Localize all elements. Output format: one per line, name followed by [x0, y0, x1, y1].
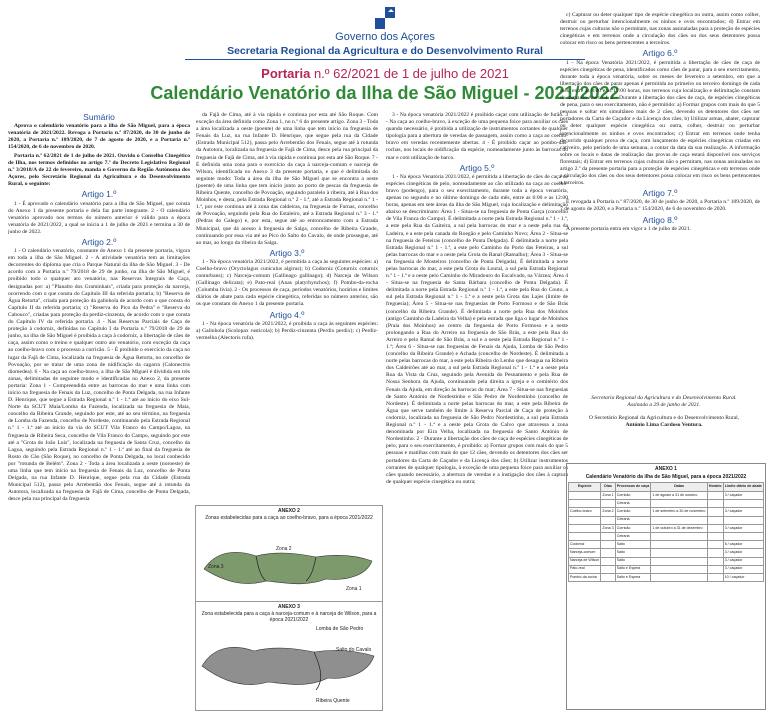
table-cell — [601, 557, 615, 565]
article-4-heading: Artigo 4.º — [269, 309, 305, 320]
th-processos: Processos de caça — [615, 483, 651, 492]
th-limite: Limite diário de abate — [723, 483, 763, 492]
article-2-heading: Artigo 2.º — [81, 237, 117, 247]
article-2-continued: da Fajã de Cima, até à via rápida e continua por esta até São Roque. Com exceção da área definida como Zona 1, no n.º 6 do presente artigo. Zona 3 - Toda a área localizada a oeste (poente) de uma linha que tem início na freguesia de Fenais da Luz, na rua Infante D. Henrique, que segue pela rua da Cidade (Estrada Municipal 512), passa pelo Arrebentão dos Fenais, segue até à rotunda da Autotora, localizada na freguesia de Fajã de Cima, desce pela rua principal da freguesia de Fajã de Cima, até à via rápida e continua por esta até São Roque. 7 - É definida uma zona para o exercício da caça à narceja-comum e narceja de Wilson, identificada no Anexo 3 da presente portaria, e que é delimitada do seguinte modo: Toda a área da ilha de São Miguel que se encontra a oeste (poente) de uma linha que tem início junto ao porto de pescas da freguesia de Ribeira Quente, concelho de Povoação, seguindo paralelo à ribeira, até à Rua dos Moinhos, e desta, pela Estrada Regional n.º 2 - 1.ª, até a Estrada Regional n.º 1 - 1.ª, por este continua até à zona das caldeiras, na freguesia de Furnas, concelho de Povoação, seguindo pela Rua do Estaleiro, até a Estrada Regional n.º 3 - 1.ª (Pedras do Galego) e, por esta, segue até ao entroncamento com a Estrada Municipal, que dá acesso à freguesia de Salga, concelho de Ribeira Grande, continuando por essa via até ao Pico do Salto do Cavalo, de onde prossegue, até ao mar, ao longo da ribeira da Salga. — [196, 112, 378, 246]
article-8-text: A presente portaria entra em vigor a 1 de julho de 2021. — [566, 225, 691, 232]
table-row — [569, 500, 764, 508]
map-2-label-ribeira: Ribeira Quente — [316, 698, 350, 704]
table-cell: Narceja-comum — [569, 549, 601, 557]
table-row — [569, 492, 764, 500]
table-row — [569, 573, 764, 581]
column-4 — [560, 12, 760, 392]
table-cell — [707, 541, 723, 549]
table-cell: 3 / caçador — [723, 524, 763, 532]
map-2-label-lomba: Lomba de São Pedro — [316, 626, 364, 632]
table-cell: Cetraria — [615, 516, 651, 524]
table-row — [569, 557, 764, 565]
sign-line-2: Assinada a 29 de junho de 2021. — [627, 402, 701, 409]
table-cell — [651, 516, 707, 524]
article-1-text: 1 - É aprovado o calendário venatório para a ilha de São Miguel, que consta do Anexo 1 da presente portaria e dela faz parte integrante. 2 - O calendário venatório aprovado nos termos do número anterior é válido para a época venatória de 2021/2022, a qual se inicia a 1 de julho de 2021 e termina a 30 de junho de 2022. — [8, 200, 190, 235]
signature-block — [566, 395, 762, 429]
portaria-number: n.º 62/2021 de 1 de julho de 2021 — [313, 66, 509, 81]
table-cell — [651, 532, 707, 540]
table-cell — [651, 557, 707, 565]
table-cell — [569, 524, 601, 532]
table-cell: Cetraria — [615, 532, 651, 540]
table-cell — [707, 508, 723, 516]
table-cell — [601, 541, 615, 549]
article-5-text: 1 - Na época Venatória 2021/2022, é permitida a libertação de cães de caça de espécies cinegéticas de pelo, nomeadamente ao cão utilizado na caça ao coelho-bravo (podengo), para o seu exercitamento, durante toda a época venatória, apenas no segundo e no último domingo de cada mês, entre as 6:00 e as 12:00 horas, apenas em sete áreas da ilha de São Miguel, cuja localização e delimitação abaixo se descriminam: Área 1 - Situa-se na freguesia de Ponta Garça (concelho de Vila Franca do Campo). É delimitada a norte pela Estrada Regional n.º 1 - 1.ª, a este pela Rua da Gaiteira, a sul pela barrocas do mar e a oeste pela rua da Ladeira, e a este pela canada do Roegão e pelo Caminho Novo; Área 2 - Situa-se na freguesia de Feteiras (concelho de Ponta Delgada). É delimitada a norte pela Estrada Regional n.º 1 - 1.ª, a este pelo Caminho do Porto das Feteiras, a sul pelas barrocas do mar e a oeste pela Grota do Ranal (Ramalho); Área 3 - Situa-se na freguesia de Mosteiros (concelho de Ponta Delgada). É delimitada a norte pelas barrocas do mar, a este pela Grota do Loural, a sul pela Estrada Regional n.º 1 - 1.ª e a oeste pelo Caminho do Miradouro do Escalvado, na Várzea; Área 4 - Situa-se na freguesia de Santa Bárbara (concelho de Ponta Delgada). É delimitada a norte pela Estrada Regional n.º 1 - 1.ª, a este pela Rua do Couto, a sul pela Estrada Regional n.º 1 - 1.ª e a oeste pela Grota das Lajes (limite de freguesia); Área 5 - Situa-se nas freguesias de Porto Formoso e de São Brás (concelho da Ribeira Grande). É delimitada a norte pela Rua dos Moinhos (antigo Caminho da Ladeira da Velha) e pela estrada que liga o lugar de Moinhos (Praia dos Moinhos) ao centro da freguesia de Porto Formoso e a oeste prolongando a Rua do Arreiro na freguesia de São Brás, a este pela Rua do Arreiro e pelo Ramal de São Brás, a sul e a oeste pela Estrada Regional n.º 1 - 1.ª; Área 6 - Situa-se nas freguesias de Fenais da Ajuda, Lomba de São Pedro (concelho da Ribeira Grande) e Achada (concelho de Nordeste). É delimitada a norte pelas barrocas do mar, a este pela Ribeira do Lenho que desagua na Ribeira dos Caldeirões até ao mar, a sul pela Estrada Regional n.º 1 - 1.ª e a oeste pela Rua da Vista da Cruz, seguindo pela Avenida do Pesnamento e pela Rua de Nossa Senhora da Ajuda, continuando pela direita a igreja e o cemitério dos Fenais da Ajuda, em direção às barrocas do mar; Área 7 - Situa-se nas freguesias de Santo António de Nordestinho e São Pedro de Nordestinho (concelho de Nordeste). É delimitada a norte pelas barrocas do mar, a este pela Ribeira de Água que serve também de limite à Reserva Parcial de Caça de proteção à codorniz, localizada na freguesia de São Pedro Nordestinho, a sul pela Estrada Regional n.º 1 - 1.ª e a oeste pela Grota do Calvo que atravessa a zona denominada por Eira Velha, localizada na freguesia de Santo António de Nordestinho. 2 - Durante a libertação dos cães de caça de espécies cinegéticas de pelo, para o seu exercitamento, é proibido: a) Formar grupos com mais do que 5 pessoas e matilhas com mais do que 12 cães, devendo os detentores dos cães ser portadores da Carta de Caçador e da Licença dos cães; b) Utilizar instrumentos cortantes de qualquer tipologia, à exceção de uma pequena foice para auxiliar os cães quando necessário, a abertura de veredas e a instigação dos cães à captura de qualquer espécie cinegética ou outra; — [386, 173, 568, 485]
table-row — [569, 508, 764, 516]
table-cell: 3 / caçador — [723, 508, 763, 516]
table-cell: Zona 2 — [601, 508, 615, 516]
table-cell: 3 / caçador — [723, 557, 763, 565]
article-8-heading: Artigo 8.º — [642, 214, 678, 225]
article-6-heading: Artigo 6.º — [642, 48, 678, 59]
government-name: Governo dos Açores — [335, 31, 435, 43]
table-cell: Narceja de Wilson — [569, 557, 601, 565]
table-cell — [601, 573, 615, 581]
table-cell — [707, 500, 723, 508]
calendar-table — [568, 482, 764, 582]
table-cell: Salto e Espera — [615, 573, 651, 581]
table-cell — [569, 500, 601, 508]
header-divider — [185, 59, 585, 60]
table-row — [569, 516, 764, 524]
table-cell — [601, 500, 615, 508]
table-cell: 3 / caçador — [723, 565, 763, 573]
table-cell — [569, 532, 601, 540]
map-1-title: Zonas estabelecidas para a caça ao coelho-bravo, para a época 2021/2022 — [205, 515, 373, 521]
map-2-title: Zona estabelecida para a caça à narceja-comum e à narceja de Wilson, para a época 2021/2022 — [201, 611, 377, 623]
table-row — [569, 532, 764, 540]
table-cell — [707, 492, 723, 500]
table-cell — [707, 532, 723, 540]
column-1 — [8, 112, 190, 710]
secretaria-name: Secretaria Regional da Agricultura e do Desenvolvimento Rural — [227, 45, 543, 57]
table-cell: Coelho-bravo — [569, 508, 601, 516]
table-cell: 10 / caçador — [723, 573, 763, 581]
table-cell: 6 / caçador — [723, 541, 763, 549]
table-cell — [601, 532, 615, 540]
article-1-heading: Artigo 1.º — [81, 189, 117, 200]
article-3-heading: Artigo 3.º — [269, 247, 305, 258]
table-cell: 1 de outubro a 31 de dezembro — [651, 524, 707, 532]
map-1-zone-3: Zona 3 — [208, 564, 224, 570]
intro-text: Portaria n.º 62/2021 de 1 de julho de 2021. Ouvido o Conselho Cinegético de Ilha, nos termos definidos no artigo 7.º do Decreto Legislativo Regional n.º 3/2018/A de 22 de fevereiro, manda o Governo da Região Autónoma dos Açores, pelo Secretário Regional da Agricultura e do Desenvolvimento Rural, o seguinte: — [8, 152, 190, 188]
map-2-label-salto: Salto do Cavalo — [336, 647, 372, 653]
table-cell: Pombo-da-rocha — [569, 573, 601, 581]
sumario-text: Aprova o calendário venatório para a ilha de São Miguel, para a época venatória de 2021/2022. Revoga a Portaria n.º 87/2020, de 30 de junho de 2020, a Portaria n.º 109/2020, de 7 de agosto de 2020, e a Portaria n.º 154/2020, de 6 de novembro de 2020. — [8, 123, 190, 151]
table-cell — [707, 565, 723, 573]
table-cell — [651, 549, 707, 557]
article-7-text: É revogada a Portaria n.º 87/2020, de 30 de junho de 2020, a Portaria n.º 109/2020, de 7 de agosto de 2020, e a Portaria n.º 154/2020, de 6 de novembro de 2020. — [560, 199, 760, 213]
table-row — [569, 524, 764, 532]
table-cell — [601, 565, 615, 573]
th-datas: Datas — [651, 483, 707, 492]
column-3 — [386, 112, 568, 710]
table-cell — [569, 516, 601, 524]
th-especie: Espécie — [569, 483, 601, 492]
table-cell: Salto — [615, 557, 651, 565]
map-anexo-2 — [195, 505, 383, 602]
map-1-zone-1: Zona 1 — [346, 586, 362, 592]
map-1-zone-2: Zona 2 — [276, 546, 292, 552]
table-cell — [651, 573, 707, 581]
table-cell — [651, 565, 707, 573]
document-title: Calendário Venatório da Ilha de São Miguel - 2021/2022 — [150, 83, 620, 103]
table-cell — [723, 532, 763, 540]
article-3-text: 1 - Na época venatória 2021/2022, é permitida a caça às seguintes espécies: a) Coelho-bravo (Oryctolagus cuniculus algirus); b) Codorniz (Coturnix coturnix conturbans); c) Narceja-comum (Gallinago gallinago); d) Narceja de Wilson (Gallinago delicata); e) Pato-real (Anas platyrhynchos); f) Pombo-da-rocha (Columba livia). 2 - Os processos de caça, períodos venatórios, horários e limites diários de abate para cada espécie cinegética, referidas no número anterior, são os que constam do Anexo 1 da presente portaria. — [196, 258, 378, 308]
th-dias: Dias — [601, 483, 615, 492]
article-7-heading: Artigo 7.º — [642, 188, 678, 199]
th-horario: Horário — [707, 483, 723, 492]
table-cell: Zona 1 — [601, 492, 615, 500]
sign-line-4: António Lima Cardoso Ventura. — [625, 422, 703, 429]
table-row — [569, 549, 764, 557]
article-4-text: 1 - Na época venatória de 2021/2022, é proibida a caça às seguintes espécies: a) Galinhola (Scolopax rusticola); b) Perdiz-cinzenta (Perdix perdix); c) Perdiz-vermelha (Alectoris rufa). — [196, 320, 378, 341]
sign-line-1: Secretaria Regional da Agricultura e do Desenvolvimento Rural. — [591, 395, 737, 401]
table-cell — [651, 500, 707, 508]
table-title: Calendário Venatório da ilha de São Miguel, para a época 2021/2022 — [585, 474, 747, 480]
table-cell: Corricão — [615, 524, 651, 532]
table-cell: Corricão — [615, 508, 651, 516]
table-row — [569, 541, 764, 549]
table-cell — [707, 516, 723, 524]
table-cell: 3 / caçador — [723, 549, 763, 557]
table-cell: Salto — [615, 541, 651, 549]
anexo-1-table — [566, 463, 766, 710]
table-cell — [707, 549, 723, 557]
table-cell: 1 de agosto a 31 de outubro — [651, 492, 707, 500]
table-cell: Pato-real — [569, 565, 601, 573]
table-row — [569, 565, 764, 573]
table-cell — [601, 516, 615, 524]
table-cell — [707, 573, 723, 581]
table-cell: Salto — [615, 549, 651, 557]
map-anexo-3 — [195, 601, 383, 711]
map-1-anexo-label: ANEXO 2 — [278, 508, 300, 514]
table-cell: Zona 3 — [601, 524, 615, 532]
table-cell — [707, 524, 723, 532]
table-cell: 3 / caçador — [723, 492, 763, 500]
table-cell: Corricão — [615, 492, 651, 500]
article-2-text: 1 - O calendário venatório, constante do Anexo 1 da presente portaria, vigora em toda a ilha de São Miguel. 2 - A atividade venatória tem as limitações decorrentes do diploma que cria o Parque Natural da ilha de São Miguel. 3 - De acordo com a Portaria n.º 79/2018 de 29 de junho, na ilha de São Miguel, é proibido todo o qualquer ato venatório, nas Reservas Integrais de Caça, designadas por: a) "Planalto dos Graminhais", criada para proteção da narceja, ocorrendo com o que consta do Capítulo III da referida portaria; b) "Reserva de Água Retorta", criada para proteção da galinhola de acordo com o que consta do Capítulo II da referida portaria; c) "Reserva do Pico da Pedra" e "Reserva do Cabouco", criadas para proteção da perdiz-cinzenta, de acordo com o que consta do Capítulo IV da referida portaria. 4 - Nas Reservas Parciais de Caça de proteção à codorniz, definidas no Capítulo I da Portaria n.º 79/2018 de 29 de junho, na ilha de São Miguel é proibida a caça à codorniz, a libertação de cães de caça, assim como o treino e qualquer outro ato venatório, com exceção da caça ao coelho-bravo com o processo a corricão. 5 - É proibido o exercício da caça no lugar da Fajã de Cima, localizada na freguesia de Água Retorta, no concelho de Povoação, por se tratar de uma zona de nidificação da cagarra (Calonectris diomedea). 6 - Na caça ao coelho-bravo, a ilha de São Miguel é dividida em três zonas, delimitadas de seguinte modo e identificadas no Anexo 2, da presente portaria: Zona 1 - Compreendida entre as barrocas do mar e uma linha com início na freguesia de Fenais da Luz, concelho de Ponta Delgada, na rua Infante D. Henrique, que segue a Estrada Regional n.º 1 - 1.ª até ao início do eixo Sul-Norte da SCUT Maia/Lomba da Fazenda, localizada na freguesia de Maia, concelho da Ribeira Grande, seguindo por este, até ao seu término, na freguesia de Lomba da Fazenda, concelho de Nordeste, continuando pela Estrada Regional n.º 1 - 1.ª até ao início da via do SCUT Vila Franco do Campo/Lagoa, na freguesia de Ribeira Seca, concelho de Vila Franco do Campo, seguindo por este até a "Grota do João Luís", localizada na freguesia de Santa Cruz, concelho da Lagoa, seguindo pela Estrada Regional n.º 1 - 1.ª até ao final da freguesia de Rosto do Cão (São Roque), no concelho de Ponta Delgada, no local conhecido por "rotunda de Belém". Zona 2 - Toda a área localizada a oeste (noroeste) de uma linha que tem início na freguesia de Fenais da Luz, concelho de Ponta Delgada, na rua Infante D. Henrique, segue pela rua da Cidade (Estrada Municipal 512), passa pelo Arrebentão dos Fenais, segue até à rotunda da Autotora, localizada na freguesia de Fajã de Cima, concelho de Ponta Delgada, desce pela rua principal da freguesia — [8, 248, 190, 503]
article-5-continued: c) Capturar ou deter qualquer tipo de espécie cinegética ou outra, assim como colher, destruir ou perturbar intencionalmente os ninhos e ovos encontrados; d) Entrar em terrenos cujas culturas não o permitam, nas zonas assinaladas para a proteção de espécies cinegéticas e em terrenos onde a circulação dos cães ou dos seus detentores possa colocar em risco os bens pertencentes a terceiros. — [560, 12, 760, 47]
table-cell: Salto e Espera — [615, 565, 651, 573]
sign-line-3: O Secretário Regional da Agricultura e do Desenvolvimento Rural, — [588, 415, 740, 422]
table-cell — [651, 541, 707, 549]
table-cell: Cetraria — [615, 500, 651, 508]
azores-crest-icon — [366, 4, 404, 32]
table-header-row — [569, 483, 764, 492]
table-cell: Codorniz — [569, 541, 601, 549]
table-cell — [723, 500, 763, 508]
portaria-label: Portaria — [261, 66, 311, 81]
table-cell — [601, 549, 615, 557]
sumario-heading: Sumário — [83, 112, 115, 122]
article-4-continued: 3 - Na época venatória 2021/2022 é proibido caçar com utilização de furão. 3 - Na caça ao coelho-bravo, à exceção de uma pequena foice para auxiliar os cães quando necessário, é proibida a utilização de instrumentos cortantes de qualquer tipologia para a abertura de veredas de passagem, assim como a caça ao coelho-bravo em veredas recentemente abertas. 4 - É proibido caçar ao pombo-das-rochas, nos locais de nidificação da espécie, nomeadamente junto às barrocas do mar e com utilização de barco. — [386, 112, 568, 161]
table-anexo-label: ANEXO 1 — [655, 466, 677, 472]
table-cell — [723, 516, 763, 524]
map-2-anexo-label: ANEXO 3 — [278, 604, 300, 610]
table-cell: 1 de setembro a 30 de novembro — [651, 508, 707, 516]
article-6-text: 1 - Na época Venatória 2021/2022, é permitida a libertação de cães de caça de espécies cinegéticas de pena, identificados como cães de parar, para o seu exercitamento, durante toda a época venatória, sobre os meses de fevereiro a setembro, em que a libertação dos cães de parar apenas é permitida no primeiro ou terceiro domingo de cada mês, entre as 8:00 e as 17:00 horas, nos terrenos cuja localização e delimitação constam do mapa do Anexo 4. 2 - Durante a libertação dos cães de caça, de espécies cinegéticas de pena, para o seu exercitamento, não é permitido: a) Formar grupos com mais do que 5 pessoas e soltar em simultâneo mais de 2 cães, devendo os detentores dos cães ser portadores da Carta de Caçador e da Licença dos cães; b) Utilizar armas, abater, capturar ou deter qualquer espécie cinegética ou outra, colher, destruir ou perturbar intencionalmente os ninhos e ovos encontrados; c) Entrar em terrenos onde tenha decorrido qualquer prova de caça, com lançamento de espécies cinegéticas criadas em cativeiro, pelo período de uma semana, a contar da data da sua realização. A informação sobre os locais e datas de realização das provas de caça estará disponível nos serviços florestais; d) Entrar em terrenos cujas culturas não o permitam, nas zonas assinaladas no artigo 2.º da presente portaria para a proteção de espécies cinegéticas e em terrenos onde a circulação dos cães ou dos seus detentores possa colocar em risco os bens pertencentes a terceiros. — [560, 59, 760, 187]
table-cell — [707, 557, 723, 565]
table-cell — [569, 492, 601, 500]
article-5-heading: Artigo 5.º — [459, 162, 495, 173]
